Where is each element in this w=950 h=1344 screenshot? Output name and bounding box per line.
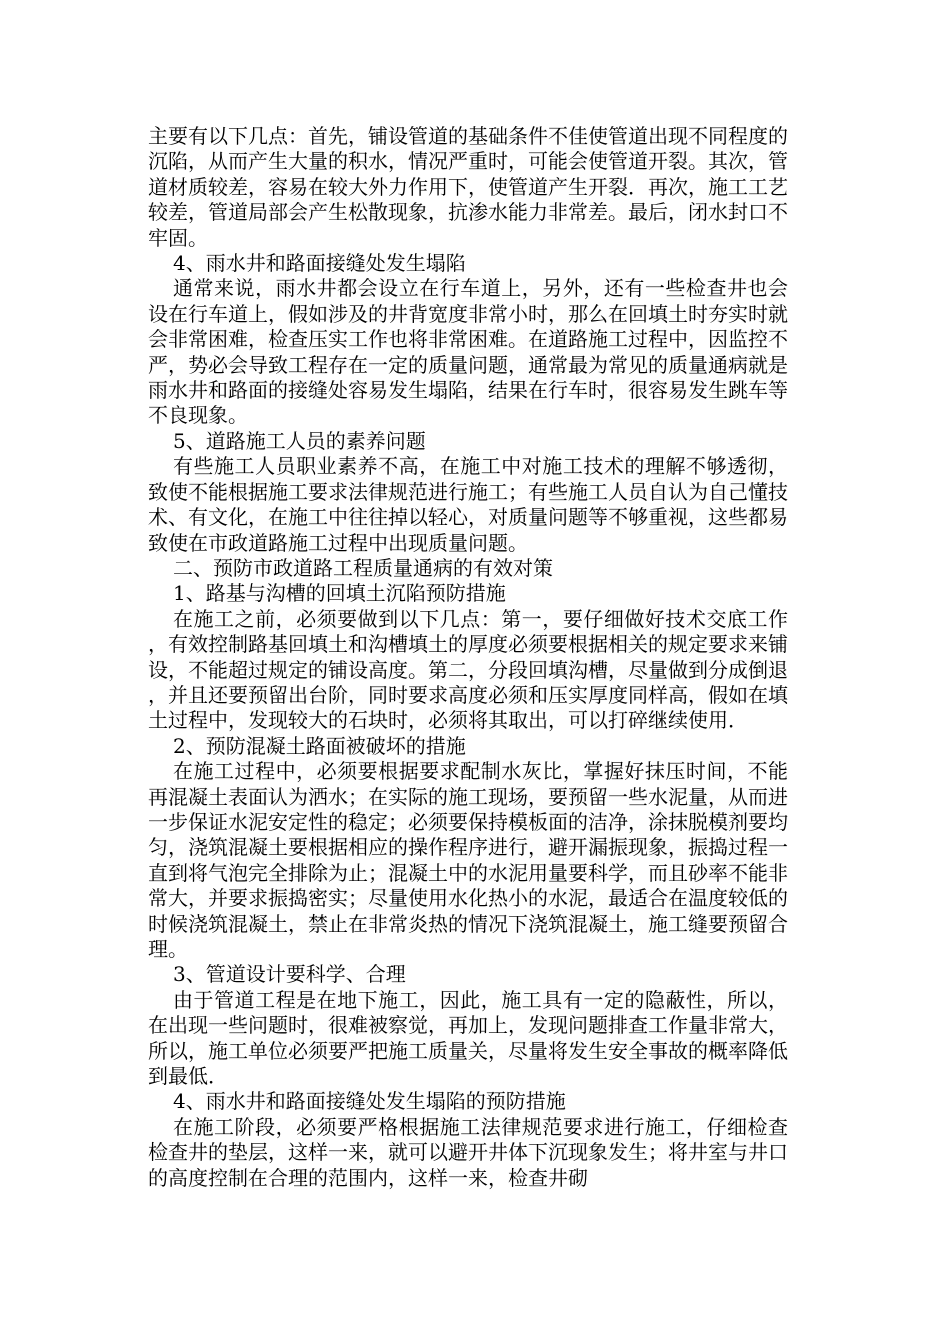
body-paragraph: 主要有以下几点：首先，铺设管道的基础条件不佳使管道出现不同程度的沉陷，从而产生大量的积水，情况严重时，可能会使管道开裂。其次，管道材质较差，容易在较大外力作用下，使管道产生开裂．再次，施工工艺较差，管道局部会产生松散现象，抗渗水能力非常差。最后，闭水封口不牢固。 (148, 124, 788, 250)
section-heading: 4、雨水井和路面接缝处发生塌陷的预防措施 (173, 1089, 566, 1114)
section-heading: 1、路基与沟槽的回填土沉陷预防措施 (173, 581, 506, 606)
section-heading: 二、预防市政道路工程质量通病的有效对策 (173, 555, 553, 580)
body-paragraph: 有些施工人员职业素养不高，在施工中对施工技术的理解不够透彻，致使不能根据施工要求法律规范进行施工；有些施工人员自认为自己懂技术、有文化，在施工中往往掉以轻心，对质量问题等不够重视，这些都易致使在市政道路施工过程中出现质量问题。 (148, 454, 788, 555)
body-paragraph: 通常来说，雨水井都会设立在行车道上，另外，还有一些检查井也会设在行车道上，假如涉及的井背宽度非常小时，那么在回填土时夯实时就会非常困难，检查压实工作也将非常困难。在道路施工过程中，因监控不严，势必会导致工程存在一定的质量问题，通常最为常见的质量通病就是雨水井和路面的接缝处容易发生塌陷，结果在行车时，很容易发生跳车等不良现象。 (148, 276, 788, 428)
body-paragraph: 在施工之前，必须要做到以下几点：第一，要仔细做好技术交底工作，有效控制路基回填土和沟槽填土的厚度必须要根据相关的规定要求来铺设，不能超过规定的铺设高度。第二，分段回填沟槽，尽量做到分成倒退，并且还要预留出台阶，同时要求高度必须和压实厚度同样高，假如在填土过程中，发现较大的石块时，必须将其取出，可以打碎继续使用． (148, 606, 788, 733)
body-paragraph: 由于管道工程是在地下施工，因此，施工具有一定的隐蔽性，所以，在出现一些问题时，很难被察觉，再加上，发现问题排查工作量非常大，所以，施工单位必须要严把施工质量关，尽量将发生安全事故的概率降低到最低． (148, 987, 788, 1089)
section-heading: 2、预防混凝土路面被破坏的措施 (173, 733, 466, 758)
section-heading: 5、道路施工人员的素养问题 (173, 428, 426, 453)
document-page (148, 124, 788, 1191)
body-paragraph: 在施工阶段，必须要严格根据施工法律规范要求进行施工，仔细检查检查井的垫层，这样一来，就可以避开井体下沉现象发生；将井室与井口的高度控制在合理的范围内，这样一来，检查井砌 (148, 1114, 788, 1190)
body-paragraph: 在施工过程中，必须要根据要求配制水灰比，掌握好抹压时间，不能再混凝土表面认为洒水；在实际的施工现场，要预留一些水泥量，从而进一步保证水泥安定性的稳定；必须要保持模板面的洁净，涂抹脱模剂要均匀，浇筑混凝土要根据相应的操作程序进行，避开漏振现象，振捣过程一直到将气泡完全排除为止；混凝土中的水泥用量要科学，而且砂率不能非常大，并要求振捣密实；尽量使用水化热小的水泥，最适合在温度较低的时候浇筑混凝土，禁止在非常炎热的情况下浇筑混凝土，施工缝要预留合理。 (148, 759, 788, 961)
section-heading: 4、雨水井和路面接缝处发生塌陷 (173, 251, 466, 276)
section-heading: 3、管道设计要科学、合理 (173, 962, 406, 987)
